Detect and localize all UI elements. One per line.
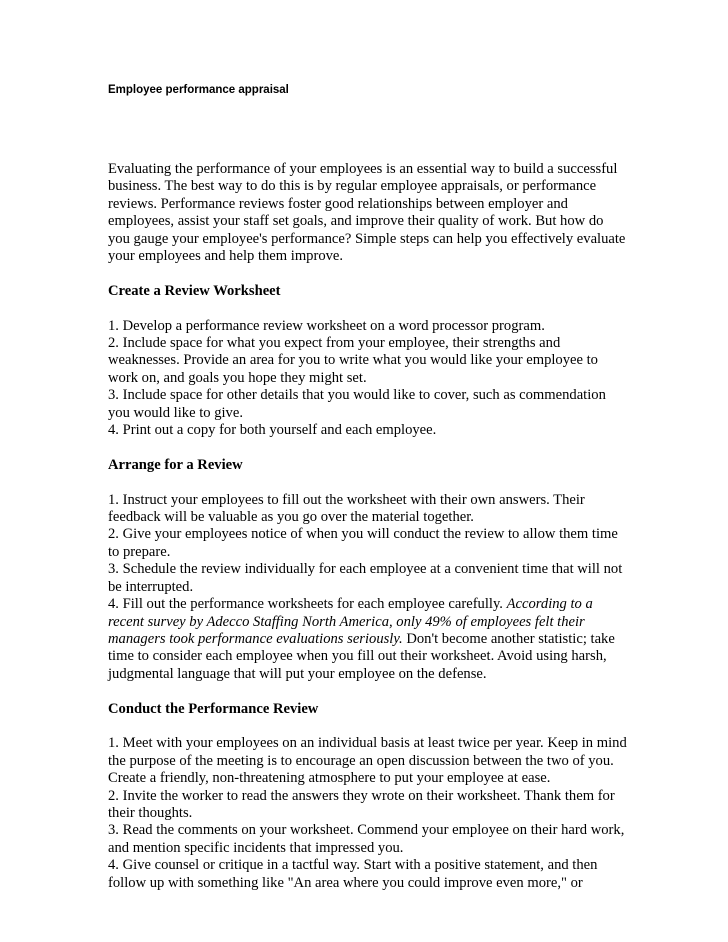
arrange-step-1: 1. Instruct your employees to fill out the worksheet with their own answers. Their feedback will be valuable as you go over the material together. — [108, 491, 585, 526]
intro-paragraph: Evaluating the performance of your employees is an essential way to build a successful business. The best way to do this is by regular employee appraisals, or performance reviews. Performance reviews foster good relationships between employer and employees, assist your staff set goals, and improve their quality of work. But how do you gauge your employee's performance? Simple steps can help you effectively evaluate your employees and help them improve. — [108, 161, 626, 265]
conduct-step-4: 4. Give counsel or critique in a tactful way. Start with a positive statement, and then follow up with something like "An area where you could improve even more," or — [108, 857, 598, 891]
section-heading-worksheet: Create a Review Worksheet — [108, 282, 281, 299]
arrange-step-2: 2. Give your employees notice of when you will conduct the review to allow them time to prepare. — [108, 526, 618, 560]
worksheet-step-3: 3. Include space for other details that you would like to cover, such as commendation you would like to give. — [108, 387, 606, 421]
document-body — [108, 161, 628, 892]
arrange-step-4-text: 4. Fill out the performance worksheets for each employee carefully. — [108, 596, 507, 613]
conduct-step-1: 1. Meet with your employees on an individual basis at least twice per year. Keep in mind the purpose of the meeting is to encourage an open discussion between the two of you. Create a friendly, non-threatening atmosphere to put your employee at ease. — [108, 735, 627, 787]
arrange-step-4-continuation: Don't become another statistic; take time to consider each employee when you fill out their worksheet. Avoid using harsh, judgmental language that will put your employee on the defense. — [108, 630, 615, 682]
conduct-step-3: 3. Read the comments on your worksheet. Commend your employee on their hard work, and mention specific incidents that impressed you. — [108, 822, 625, 856]
arrange-step-3: 3. Schedule the review individually for each employee at a convenient time that will not be interrupted. — [108, 561, 623, 595]
section-heading-arrange: Arrange for a Review — [108, 456, 243, 473]
paragraph-spacer — [108, 265, 628, 282]
paragraph-spacer — [108, 683, 628, 700]
survey-statistic-italic: According to a recent survey by Adecco Staffing North America, only 49% of employees felt their managers took performance evaluations seriously. — [108, 596, 593, 647]
worksheet-step-1: 1. Develop a performance review worksheet on a word processor program. — [108, 317, 545, 334]
conduct-step-2: 2. Invite the worker to read the answers they wrote on their worksheet. Thank them for their thoughts. — [108, 787, 615, 821]
arrange-step-4 — [108, 596, 628, 683]
section-heading-conduct: Conduct the Performance Review — [108, 700, 319, 717]
paragraph-spacer — [108, 718, 628, 735]
paragraph-spacer — [108, 300, 628, 317]
worksheet-step-2: 2. Include space for what you expect from your employee, their strengths and weaknesses. Provide an area for you to write what you would like your employee to work on, and goals you hope they might set. — [108, 335, 598, 386]
paragraph-spacer — [108, 439, 628, 456]
worksheet-step-4: 4. Print out a copy for both yourself and each employee. — [108, 422, 437, 439]
document-title: Employee performance appraisal — [108, 84, 289, 96]
paragraph-spacer — [108, 474, 628, 491]
